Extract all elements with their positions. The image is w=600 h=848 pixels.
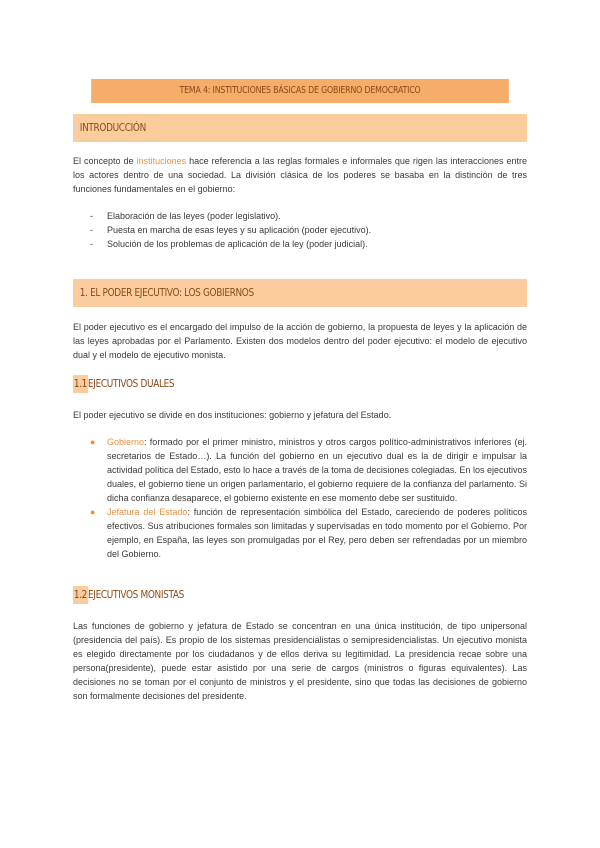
intro-heading: INTRODUCCIÓN bbox=[79, 122, 146, 134]
section1-paragraph: El poder ejecutivo es el encargado del impulso de la acción de gobierno, la propuesta de leyes y la aplicación de las leyes aprobadas por el Parlamento. Existen dos modelos dentro del poder ejecutivo: el modelo de ejecutivo dual y el modelo de ejecutivo monista. bbox=[73, 322, 527, 360]
sub11-paragraph: El poder ejecutivo se divide en dos instituciones: gobierno y jefatura del Estado. bbox=[73, 410, 392, 420]
intro-term-instituciones: instituciones bbox=[136, 156, 187, 166]
section1-heading: 1. EL PODER EJECUTIVO: LOS GOBIERNOS bbox=[79, 287, 254, 299]
section1-heading-bar bbox=[73, 279, 527, 307]
list-item: - Elaboración de las leyes (poder legislativo). bbox=[90, 211, 281, 221]
list-item bbox=[73, 505, 527, 561]
sub12-paragraph: Las funciones de gobierno y jefatura de Estado se concentran en una única institución, de tipo unipersonal (presidencia del país). Es propio de los sistemas presidencialistas o semipresidencialistas. Un ejecutivo monista es elegido directamente por los ciudadanos y de ellos deriva su legitimidad. La presidencia recae sobre una persona(presidente), puede estar asistido por una serie de cargos (ministros o figuras equivalentes). Las decisiones no se toman por el conjunto de ministros y el presidente, sino que todas las decisiones de gobierno son formalmente decisiones del presidente. bbox=[73, 621, 527, 701]
document-title: TEMA 4: INSTITUCIONES BÁSICAS DE GOBIERNO DEMOCRATICO bbox=[91, 79, 509, 103]
intro-heading-bar bbox=[73, 114, 527, 142]
list-item-text: : función de representación simbólica del Estado, careciendo de poderes políticos efectivos. Sus atribuciones formales son limitadas y supervisadas en todo momento por el Gobierno. Por ejemplo, en España, las leyes son promulgadas por el Rey, pero deben ser refrendadas por un miembro del Gobierno. bbox=[107, 507, 527, 559]
bullet-icon: ● bbox=[90, 437, 96, 447]
term-gobierno: Gobierno bbox=[107, 437, 145, 447]
subsection-1-1-heading bbox=[73, 375, 189, 393]
bullet-icon: ● bbox=[90, 507, 96, 517]
subsection-1-2-heading bbox=[73, 586, 200, 604]
intro-text-start: El concepto de bbox=[73, 156, 137, 166]
list-item: - Solución de los problemas de aplicación de la ley (poder judicial). bbox=[90, 239, 368, 249]
subsection-label: EJECUTIVOS DUALES bbox=[87, 378, 174, 390]
list-item-text: Solución de los problemas de aplicación de la ley (poder judicial). bbox=[107, 239, 368, 249]
list-item-text: Puesta en marcha de esas leyes y su aplicación (poder ejecutivo). bbox=[107, 225, 372, 235]
list-item-text: : formado por el primer ministro, ministros y otros cargos político-administrativos inferiores (ej. secretarios de Estado…). La función del gobierno en un ejecutivo dual es la de dirigir e impulsar la actividad política del Estado, esto lo hace a través de la toma de decisiones colegiadas. En los ejecutivos duales, el gobierno tiene un origen parlamentario, el gobierno requiere de la confianza del parlamento. Si dicha confianza desaparece, el gobierno existente en ese momento debe ser sustituido. bbox=[107, 437, 527, 503]
list-item: - Puesta en marcha de esas leyes y su aplicación (poder ejecutivo). bbox=[90, 225, 372, 235]
subsection-number: 1.2 bbox=[73, 586, 88, 604]
intro-paragraph bbox=[73, 154, 527, 196]
list-item bbox=[73, 435, 527, 505]
intro-text-rest: hace referencia a las reglas formales e informales que rigen las interacciones entre los actores dentro de una sociedad. La división clásica de los poderes se basaba en la distinción de tres funciones fundamentales en el gobierno: bbox=[73, 156, 527, 194]
term-jefatura: Jefatura del Estado bbox=[107, 507, 188, 517]
dual-executive-list bbox=[73, 435, 527, 561]
powers-list bbox=[73, 209, 527, 251]
subsection-label: EJECUTIVOS MONISTAS bbox=[87, 589, 184, 601]
list-item-text: Elaboración de las leyes (poder legislativo). bbox=[107, 211, 281, 221]
subsection-number: 1.1 bbox=[73, 375, 88, 393]
